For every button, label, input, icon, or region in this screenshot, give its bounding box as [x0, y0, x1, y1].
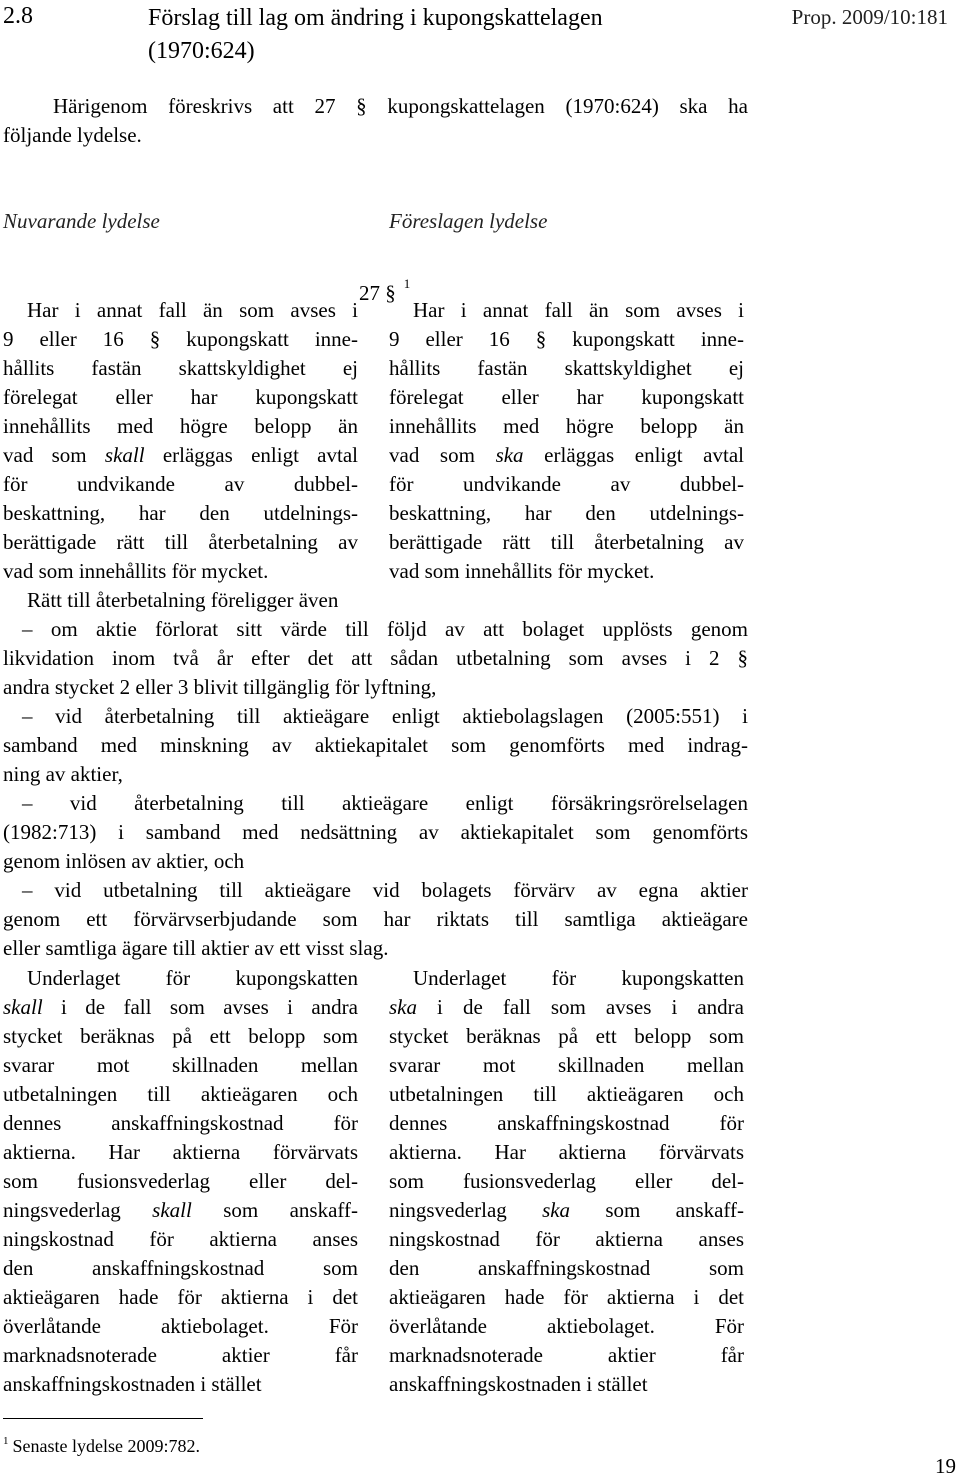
text-line: förelegat eller har kupongskatt [389, 385, 744, 409]
text-line: den anskaffningskostnad som [3, 1256, 358, 1280]
text-line: svarar mot skillnaden mellan [3, 1053, 358, 1077]
intro-line-1: Härigenom föreskrivs att 27 § kupongskattelagen (1970:624) ska ha [53, 94, 748, 118]
text-line: Underlaget för kupongskatten [27, 966, 358, 990]
emphasized-word: skall [3, 995, 43, 1019]
text-line: likvidation inom två år efter det att sådan utbetalning som avses i 2 § [3, 646, 748, 670]
text-line: stycket beräknas på ett belopp som [3, 1024, 358, 1048]
intro-line-2: följande lydelse. [3, 123, 142, 147]
text-line: beskattning, har den utdelnings- [389, 501, 744, 525]
text-line: andra stycket 2 eller 3 blivit tillgänglig för lyftning, [3, 675, 437, 699]
text-line: Rätt till återbetalning föreligger även [27, 588, 339, 612]
text-line: berättigade rätt till återbetalning av [3, 530, 358, 554]
text-line: Har i annat fall än som avses i [27, 298, 358, 322]
text-line: skall i de fall som avses i andra [3, 995, 358, 1019]
text-line: ningskostnad för aktierna anses [389, 1227, 744, 1251]
section-title-line-2: (1970:624) [148, 38, 255, 64]
text-line: – vid återbetalning till aktieägare enligt aktiebolagslagen (2005:551) i [22, 704, 748, 728]
text-line: berättigade rätt till återbetalning av [389, 530, 744, 554]
text-line: vad som ska erläggas enligt avtal [389, 443, 744, 467]
text-line: ningskostnad för aktierna anses [3, 1227, 358, 1251]
text-line: hållits fastän skattskyldighet ej [3, 356, 358, 380]
current-wording-heading: Nuvarande lydelse [3, 209, 160, 233]
proposed-wording-heading: Föreslagen lydelse [389, 209, 548, 233]
text-line: dennes anskaffningskostnad för [389, 1111, 744, 1135]
text-line: marknadsnoterade aktier får [389, 1343, 744, 1367]
proposition-reference: Prop. 2009/10:181 [791, 5, 948, 29]
text-line: 9 eller 16 § kupongskatt inne- [389, 327, 744, 351]
text-line: utbetalningen till aktieägaren och [3, 1082, 358, 1106]
text-line: anskaffningskostnaden i stället [3, 1372, 262, 1396]
section-title [148, 2, 708, 68]
text-line: svarar mot skillnaden mellan [389, 1053, 744, 1077]
page-number: 19 [935, 1454, 956, 1478]
current-wording-block-1 [3, 296, 358, 586]
intro-paragraph [3, 92, 748, 150]
paragraph-label: 27 § [359, 281, 396, 305]
footnote-text: Senaste lydelse 2009:782. [12, 1436, 200, 1456]
text-line: marknadsnoterade aktier får [3, 1343, 358, 1367]
text-line: – om aktie förlorat sitt värde till följd av att bolaget upplösts genom [22, 617, 748, 641]
text-line: beskattning, har den utdelnings- [3, 501, 358, 525]
emphasized-word: ska [389, 995, 417, 1019]
text-line: genom inlösen av aktier, och [3, 849, 245, 873]
text-line: hållits fastän skattskyldighet ej [389, 356, 744, 380]
text-line: den anskaffningskostnad som [389, 1256, 744, 1280]
section-title-line-1: Förslag till lag om ändring i kupongskattelagen [148, 5, 603, 31]
text-line: vad som innehållits för mycket. [389, 559, 655, 583]
text-line: stycket beräknas på ett belopp som [389, 1024, 744, 1048]
emphasized-word: skall [152, 1198, 192, 1222]
footnote-marker: 1 [3, 1435, 9, 1447]
emphasized-word: skall [104, 443, 145, 467]
text-line: aktieägaren hade för aktierna i det [389, 1285, 744, 1309]
text-line: eller samtliga ägare till aktier av ett visst slag. [3, 936, 389, 960]
text-line: för undvikande av dubbel- [3, 472, 358, 496]
text-line: som fusionsvederlag eller del- [3, 1169, 358, 1193]
text-line: – vid återbetalning till aktieägare enligt försäkringsrörelselagen [22, 791, 748, 815]
text-line: samband med minskning av aktiekapitalet som genomförts med indrag- [3, 733, 748, 757]
section-number: 2.8 [3, 3, 33, 29]
proposed-wording-block-1 [389, 296, 744, 586]
text-line: för undvikande av dubbel- [389, 472, 744, 496]
common-text-block [3, 586, 748, 963]
emphasized-word: ska [542, 1198, 571, 1222]
text-line: som fusionsvederlag eller del- [389, 1169, 744, 1193]
footnote-reference: 1 [403, 276, 411, 291]
text-line: Underlaget för kupongskatten [413, 966, 744, 990]
text-line: ningsvederlag ska som anskaff- [389, 1198, 745, 1222]
text-line: utbetalningen till aktieägaren och [389, 1082, 744, 1106]
text-line: vad som skall erläggas enligt avtal [3, 443, 358, 467]
text-line: – vid utbetalning till aktieägare vid bolagets förvärv av egna aktier [22, 878, 748, 902]
text-line: Har i annat fall än som avses i [413, 298, 744, 322]
text-line: dennes anskaffningskostnad för [3, 1111, 358, 1135]
text-line: aktieägaren hade för aktierna i det [3, 1285, 358, 1309]
text-line: överlåtande aktiebolaget. För [3, 1314, 358, 1338]
text-line: ning av aktier, [3, 762, 123, 786]
text-line: innehållits med högre belopp än [3, 414, 358, 438]
text-line: vad som innehållits för mycket. [3, 559, 269, 583]
text-line: genom ett förvärvserbjudande som har riktats till samtliga aktieägare [3, 907, 748, 931]
text-line: aktierna. Har aktierna förvärvats [389, 1140, 744, 1164]
proposed-wording-block-2 [389, 964, 744, 1399]
text-line: anskaffningskostnaden i stället [389, 1372, 648, 1396]
text-line: förelegat eller har kupongskatt [3, 385, 358, 409]
text-line: ningsvederlag skall som anskaff- [3, 1198, 359, 1222]
emphasized-word: ska [495, 443, 524, 467]
text-line: 9 eller 16 § kupongskatt inne- [3, 327, 358, 351]
text-line: (1982:713) i samband med nedsättning av aktiekapitalet som genomförts [3, 820, 748, 844]
text-line: aktierna. Har aktierna förvärvats [3, 1140, 358, 1164]
footnote [3, 1429, 200, 1458]
text-line: ska i de fall som avses i andra [389, 995, 744, 1019]
footnote-divider [3, 1418, 203, 1419]
text-line: överlåtande aktiebolaget. För [389, 1314, 744, 1338]
current-wording-block-2 [3, 964, 358, 1399]
text-line: innehållits med högre belopp än [389, 414, 744, 438]
